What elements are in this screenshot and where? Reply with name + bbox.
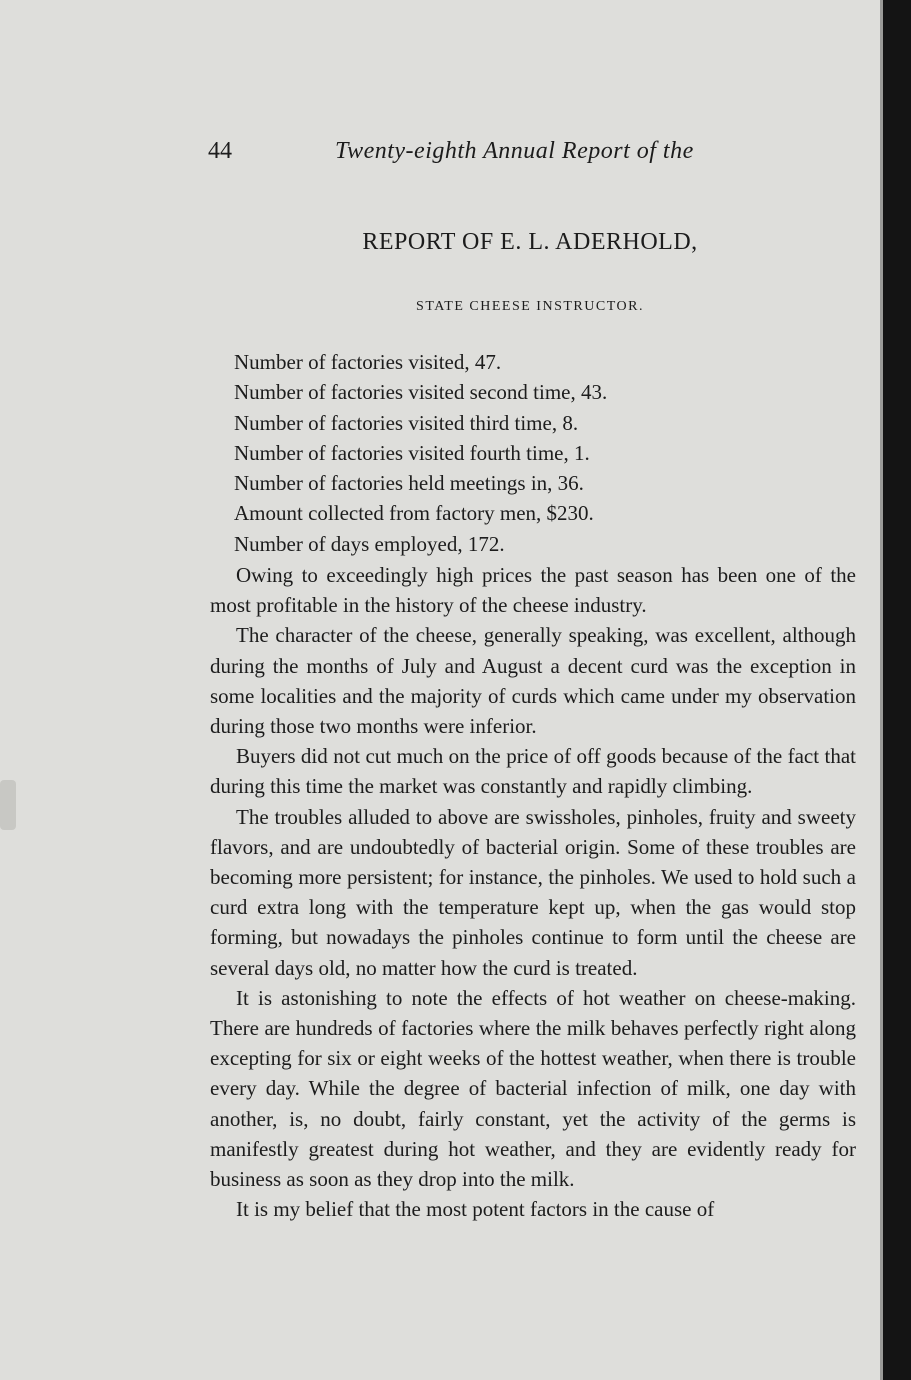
paragraph: The troubles alluded to above are swissholes, pinholes, fruity and sweety flavors, and are undoubtedly of bacterial origin. Some of these troubles are becoming more persistent; for instance, the pinholes. We used to hold such a curd extra long with the temperature kept up, when the gas would stop forming, but nowadays the pinholes continue to form until the cheese are several days old, no matter how the curd is treated.: [210, 804, 856, 980]
stat-visited-fourth-time: Number of factories visited fourth time, 1.: [234, 440, 590, 465]
stat-amount-collected: Amount collected from factory men, $230.: [234, 501, 594, 526]
stat-meetings-held: Number of factories held meetings in, 36.: [234, 471, 584, 496]
stat-days-employed: Number of days employed, 172.: [234, 531, 505, 556]
report-body: [210, 560, 856, 1224]
paragraph: Buyers did not cut much on the price of off goods because of the fact that during this time the market was constantly and rapidly climbing.: [210, 744, 856, 799]
page-number: 44: [208, 138, 232, 164]
page-smudge: [0, 780, 16, 830]
stats-list: [234, 347, 607, 559]
page-header: [0, 138, 883, 172]
stat-visited-third-time: Number of factories visited third time, 8.: [234, 410, 579, 435]
running-title: Twenty-eighth Annual Report of the: [335, 138, 694, 164]
paragraph: It is astonishing to note the effects of hot weather on cheese-making. There are hundreds of factories where the milk behaves perfectly right along excepting for six or eight weeks of the hottest weather, when there is trouble every day. While the degree of bacterial infection of milk, one day with another, is, no doubt, fairly constant, yet the activity of the germs is manifestly greatest during hot weather, and they are evidently ready for business as soon as they drop into the milk.: [210, 985, 856, 1192]
stat-factories-visited: Number of factories visited, 47.: [234, 350, 502, 374]
stat-visited-second-time: Number of factories visited second time, 43.: [234, 380, 608, 405]
paragraph: It is my belief that the most potent factors in the cause of: [236, 1197, 715, 1222]
page-edge: [883, 0, 911, 1380]
report-title: REPORT OF E. L. ADERHOLD,: [362, 229, 698, 255]
report-subtitle: STATE CHEESE INSTRUCTOR.: [416, 299, 644, 314]
paragraph: The character of the cheese, generally speaking, was excellent, although during the months of July and August a decent curd was the exception in some localities and the majority of curds which came under my observation during those two months were inferior.: [210, 623, 856, 739]
paragraph: Owing to exceedingly high prices the past season has been one of the most profitable in the history of the cheese industry.: [210, 563, 856, 618]
